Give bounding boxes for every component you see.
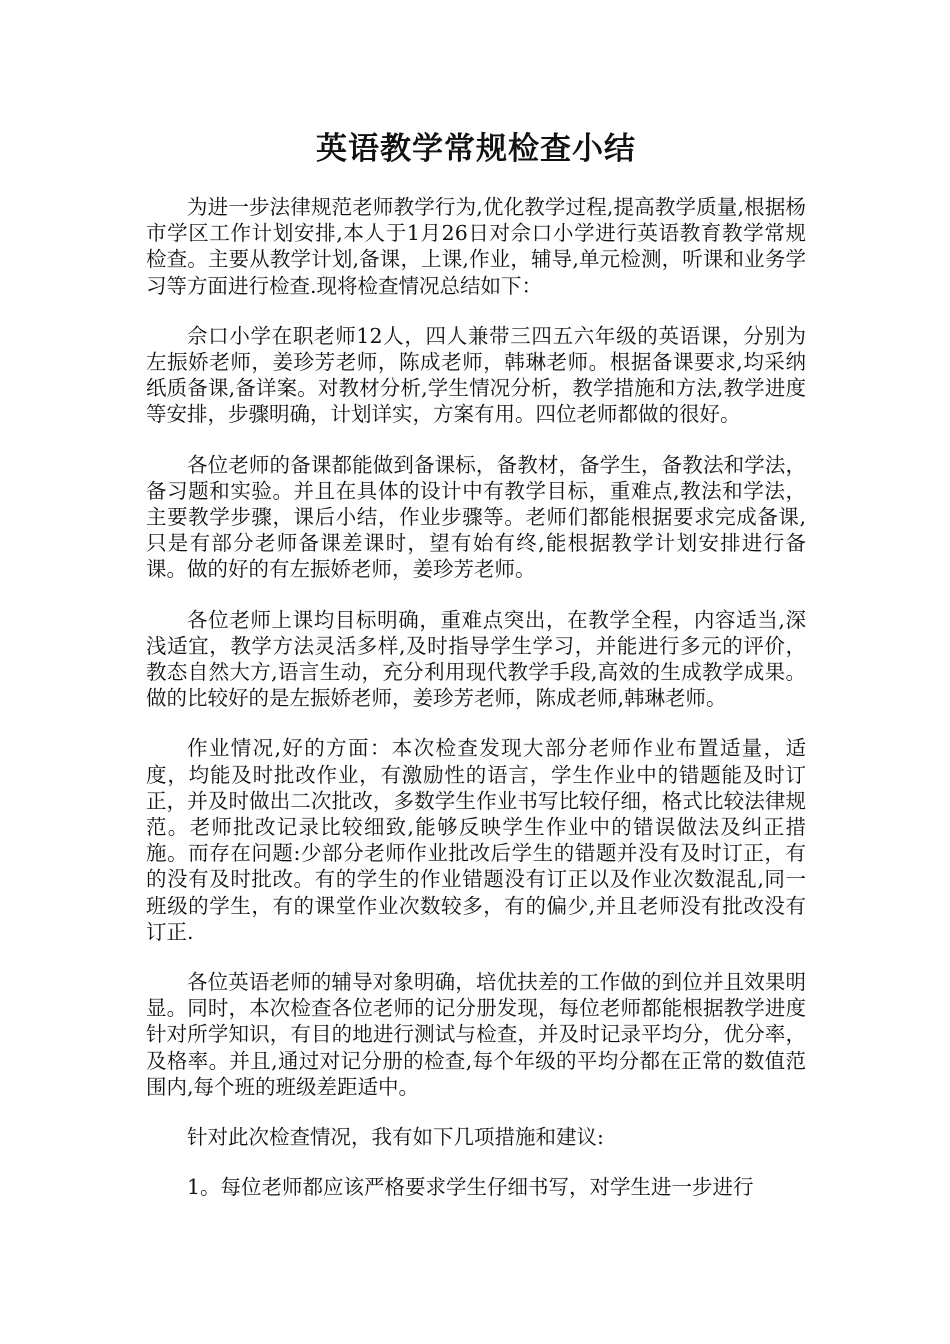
paragraph-intro: 为进一步法律规范老师教学行为,优化教学过程,提高教学质量,根据杨市学区工作计划安排,本人于1月26日对佘口小学进行英语教育教学常规检查。主要从教学计划,备课，上课,作业，辅导,单元检测，听课和业务学习等方面进行检查.现将检查情况总结如下： [146, 195, 806, 298]
paragraph-homework: 作业情况,好的方面：本次检查发现大部分老师作业布置适量，适度，均能及时批改作业，有激励性的语言，学生作业中的错题能及时订正，并及时做出二次批改，多数学生作业书写比较仔细，格式比较法律规范。老师批改记录比较细致,能够反映学生作业中的错误做法及纠正措施。而存在问题:少部分老师作业批改后学生的错题并没有及时订正，有的没有及时批改。有的学生的作业错题没有订正以及作业次数混乱,同一班级的学生，有的课堂作业次数较多，有的偏少,并且老师没有批改没有订正. [146, 736, 806, 944]
paragraph-suggestion-1: 1。每位老师都应该严格要求学生仔细书写，对学生进一步进行 [187, 1175, 754, 1200]
paragraph-teachers: 佘口小学在职老师12人，四人兼带三四五六年级的英语课，分别为左振娇老师，姜珍芳老师，陈成老师，韩琳老师。根据备课要求,均采纳纸质备课,备详案。对教材分析,学生情况分析，教学措施和方法,教学进度等安排，步骤明确，计划详实，方案有用。四位老师都做的很好。 [146, 323, 806, 427]
paragraph-lesson-prep: 各位老师的备课都能做到备课标，备教材，备学生，备教法和学法，备习题和实验。并且在具体的设计中有教学目标，重难点,教法和学法，主要教学步骤，课后小结，作业步骤等。老师们都能根据要求完成备课,只是有部分老师备课差课时，望有始有终,能根据教学计划安排进行备课。做的好的有左振娇老师，姜珍芳老师。 [146, 452, 806, 582]
document-title: 英语教学常规检查小结 [316, 131, 636, 167]
paragraph-suggestions-intro: 针对此次检查情况，我有如下几项措施和建议: [187, 1125, 604, 1150]
paragraph-tutoring: 各位英语老师的辅导对象明确，培优扶差的工作做的到位并且效果明显。同时，本次检查各位老师的记分册发现，每位老师都能根据教学进度针对所学知识，有目的地进行测试与检查，并及时记录平均分，优分率，及格率。并且,通过对记分册的检查,每个年级的平均分都在正常的数值范围内,每个班的班级差距适中。 [146, 970, 806, 1099]
paragraph-classes: 各位老师上课均目标明确，重难点突出，在教学全程，内容适当,深浅适宜，教学方法灵活多样,及时指导学生学习，并能进行多元的评价，教态自然大方,语言生动，充分利用现代教学手段,高效的生成教学成果。做的比较好的是左振娇老师，姜珍芳老师，陈成老师,韩琳老师。 [146, 607, 806, 711]
document-page [146, 126, 806, 1201]
